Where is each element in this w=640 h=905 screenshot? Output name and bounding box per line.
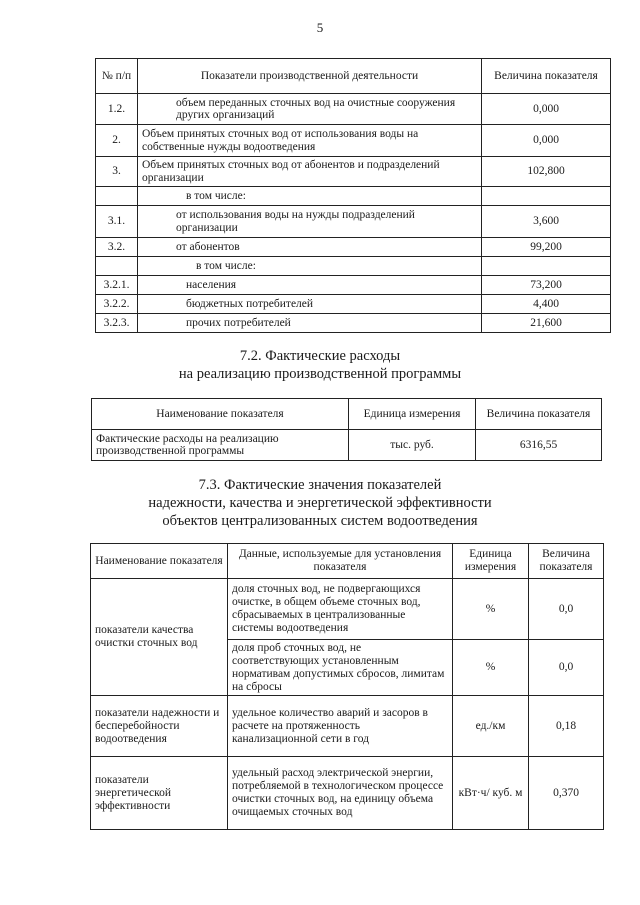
table-header-row <box>92 399 602 430</box>
table-row <box>92 430 602 461</box>
header-name: Наименование показателя <box>92 399 349 430</box>
table-row <box>96 94 611 125</box>
header-unit: Единица измерения <box>349 399 476 430</box>
row-text: в том числе: <box>138 187 482 206</box>
row-num: 3.2.2. <box>96 295 138 314</box>
row-value: 99,200 <box>482 238 611 257</box>
row-text: Объем принятых сточных вод от использования воды на собственные нужды водоотведения <box>138 125 482 157</box>
table-row <box>96 187 611 206</box>
row-data: удельное количество аварий и засоров в расчете на протяженность канализационной сети в год <box>228 696 453 757</box>
table-row <box>96 238 611 257</box>
row-text: объем переданных сточных вод на очистные сооружения других организаций <box>138 94 482 125</box>
production-indicators-table <box>95 58 611 333</box>
row-unit: тыс. руб. <box>349 430 476 461</box>
header-num: № п/п <box>96 59 138 94</box>
row-text: от использования воды на нужды подразделений организации <box>138 206 482 238</box>
row-text: бюджетных потребителей <box>138 295 482 314</box>
section-73-title-line1: 7.3. Фактические значения показателей <box>198 477 442 493</box>
table-header-row <box>91 544 604 579</box>
section-72-title-line1: 7.2. Фактические расходы <box>239 348 401 364</box>
group-name: показатели качества очистки сточных вод <box>91 579 228 696</box>
row-data: доля проб сточных вод, не соответствующих установленным нормативам допустимых сбросов, лимитам на сбросы <box>228 640 453 696</box>
row-value <box>482 257 611 276</box>
row-unit: ед./км <box>453 696 529 757</box>
row-value: 21,600 <box>482 314 611 333</box>
page-number: 5 <box>316 20 324 35</box>
row-value: 3,600 <box>482 206 611 238</box>
section-73-title <box>0 476 640 530</box>
group-name: показатели энергетической эффективности <box>91 757 228 830</box>
table-row <box>96 314 611 333</box>
row-value <box>482 187 611 206</box>
group-name: показатели надежности и бесперебойности водоотведения <box>91 696 228 757</box>
row-num: 1.2. <box>96 94 138 125</box>
table-row <box>91 696 604 757</box>
reliability-indicators-table <box>90 543 604 830</box>
row-value: 0,370 <box>529 757 604 830</box>
row-num: 3.2.3. <box>96 314 138 333</box>
row-value: 4,400 <box>482 295 611 314</box>
table-row <box>91 757 604 830</box>
table-row <box>96 125 611 157</box>
row-num: 2. <box>96 125 138 157</box>
row-text: от абонентов <box>138 238 482 257</box>
row-num: 3. <box>96 157 138 187</box>
header-indicator: Показатели производственной деятельности <box>138 59 482 94</box>
table-row <box>96 257 611 276</box>
row-unit: % <box>453 640 529 696</box>
row-data: удельный расход электрической энергии, потребляемой в технологическом процессе очистки сточных вод, на единицу объема очищаемых сточных вод <box>228 757 453 830</box>
row-value: 102,800 <box>482 157 611 187</box>
row-num: 3.2. <box>96 238 138 257</box>
row-value: 0,000 <box>482 94 611 125</box>
row-value: 0,0 <box>529 579 604 640</box>
row-num <box>96 257 138 276</box>
row-value: 0,0 <box>529 640 604 696</box>
section-73-title-line3: объектов централизованных систем водоотведения <box>162 513 478 529</box>
row-text: населения <box>138 276 482 295</box>
row-value: 0,000 <box>482 125 611 157</box>
table-row <box>96 206 611 238</box>
row-value: 0,18 <box>529 696 604 757</box>
section-72-title-line2: на реализацию производственной программы <box>178 366 462 382</box>
actual-expenses-table <box>91 398 602 461</box>
table-row <box>96 295 611 314</box>
header-unit: Единица измерения <box>453 544 529 579</box>
row-num <box>96 187 138 206</box>
row-num: 3.1. <box>96 206 138 238</box>
row-value: 6316,55 <box>476 430 602 461</box>
header-value: Величина показателя <box>476 399 602 430</box>
row-name: Фактические расходы на реализацию производственной программы <box>92 430 349 461</box>
row-text: Объем принятых сточных вод от абонентов и подразделений организации <box>138 157 482 187</box>
header-value: Величина показателя <box>529 544 604 579</box>
table-header-row <box>96 59 611 94</box>
section-73-title-line2: надежности, качества и энергетической эффективности <box>148 495 492 511</box>
section-72-title <box>0 347 640 383</box>
row-data: доля сточных вод, не подвергающихся очистке, в общем объеме сточных вод, сбрасываемых в централизованные системы водоотведения <box>228 579 453 640</box>
row-text: в том числе: <box>138 257 482 276</box>
header-value: Величина показателя <box>482 59 611 94</box>
row-num: 3.2.1. <box>96 276 138 295</box>
row-value: 73,200 <box>482 276 611 295</box>
table-row <box>96 276 611 295</box>
table-row <box>91 579 604 640</box>
row-unit: % <box>453 579 529 640</box>
header-name: Наименование показателя <box>91 544 228 579</box>
row-unit: кВт·ч/ куб. м <box>453 757 529 830</box>
header-data: Данные, используемые для установления показателя <box>228 544 453 579</box>
table-row <box>96 157 611 187</box>
row-text: прочих потребителей <box>138 314 482 333</box>
